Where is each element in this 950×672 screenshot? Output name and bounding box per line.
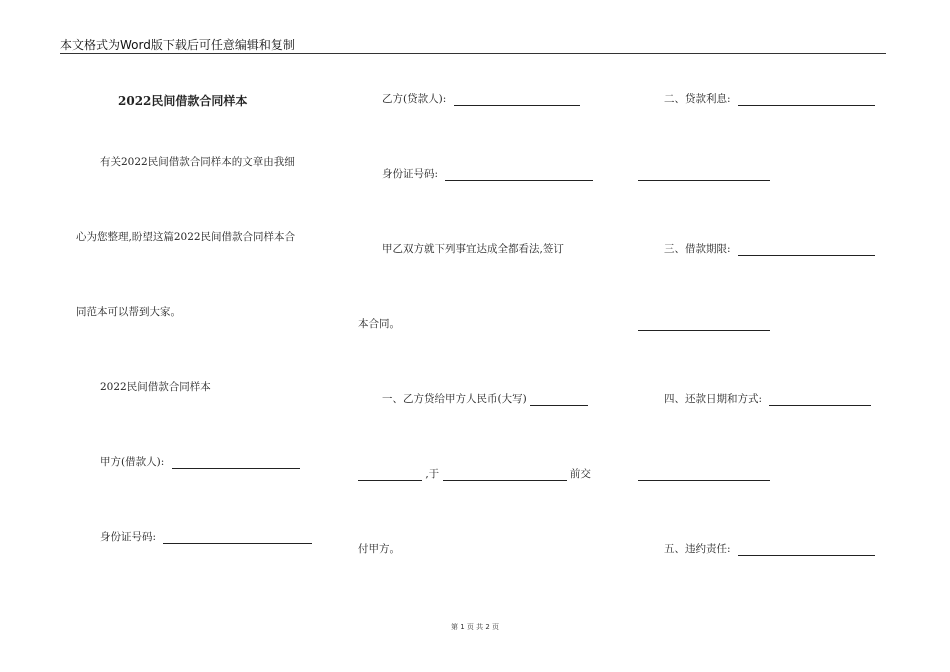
item1-before: 前交 (569, 468, 591, 480)
intro-line-2: 心为您整理,盼望这篇2022民间借款合同样本合 (76, 231, 296, 243)
repayment-row (664, 392, 871, 406)
interest-label: 二、贷款利息: (664, 93, 731, 105)
liability-blank[interactable] (738, 544, 875, 556)
loan-amount-blank[interactable] (530, 394, 588, 406)
repayment-continued-row (638, 467, 770, 481)
repayment-blank[interactable] (769, 394, 871, 406)
item1-separator: ,于 (425, 468, 440, 480)
interest-continued-row (638, 167, 770, 181)
contract-subtitle: 2022民间借款合同样本 (100, 381, 211, 393)
interest-continued-blank[interactable] (638, 169, 770, 181)
borrower-label: 甲方(借款人): (100, 456, 165, 468)
term-row (664, 242, 875, 256)
term-continued-row (638, 317, 770, 331)
interest-blank[interactable] (738, 94, 875, 106)
id2-row (382, 167, 593, 181)
term-continued-blank[interactable] (638, 319, 770, 331)
intro-line-3: 同范本可以帮到大家。 (76, 306, 181, 318)
item1-row-1 (382, 392, 588, 406)
lender-row (382, 92, 580, 106)
repayment-continued-blank[interactable] (638, 469, 770, 481)
liability-row (664, 542, 875, 556)
document-header: 本文格式为Word版下载后可任意编辑和复制 (60, 38, 295, 52)
contract-title: 2022民间借款合同样本 (118, 94, 248, 108)
repayment-label: 四、还款日期和方式: (664, 393, 763, 405)
liability-label: 五、违约责任: (664, 543, 731, 555)
agreement-line-1: 甲乙双方就下列事宜达成全都看法,签订 (382, 243, 564, 255)
item1-row-2 (358, 467, 591, 481)
agreement-line-2: 本合同。 (358, 318, 400, 330)
id1-label: 身份证号码: (100, 531, 157, 543)
term-blank[interactable] (738, 244, 875, 256)
intro-line-1: 有关2022民间借款合同样本的文章由我细 (100, 156, 295, 168)
item1-row-3: 付甲方。 (358, 543, 400, 555)
item1-text: 一、乙方贷给甲方人民币(大写) (382, 393, 527, 405)
lender-label: 乙方(贷款人): (382, 93, 447, 105)
term-label: 三、借款期限: (664, 243, 731, 255)
id2-label: 身份证号码: (382, 168, 439, 180)
page-number: 第 1 页 共 2 页 (450, 623, 500, 631)
date-blank[interactable] (443, 469, 567, 481)
lender-blank[interactable] (454, 94, 580, 106)
interest-row (664, 92, 875, 106)
amount-continued-blank[interactable] (358, 469, 422, 481)
id2-blank[interactable] (445, 169, 593, 181)
